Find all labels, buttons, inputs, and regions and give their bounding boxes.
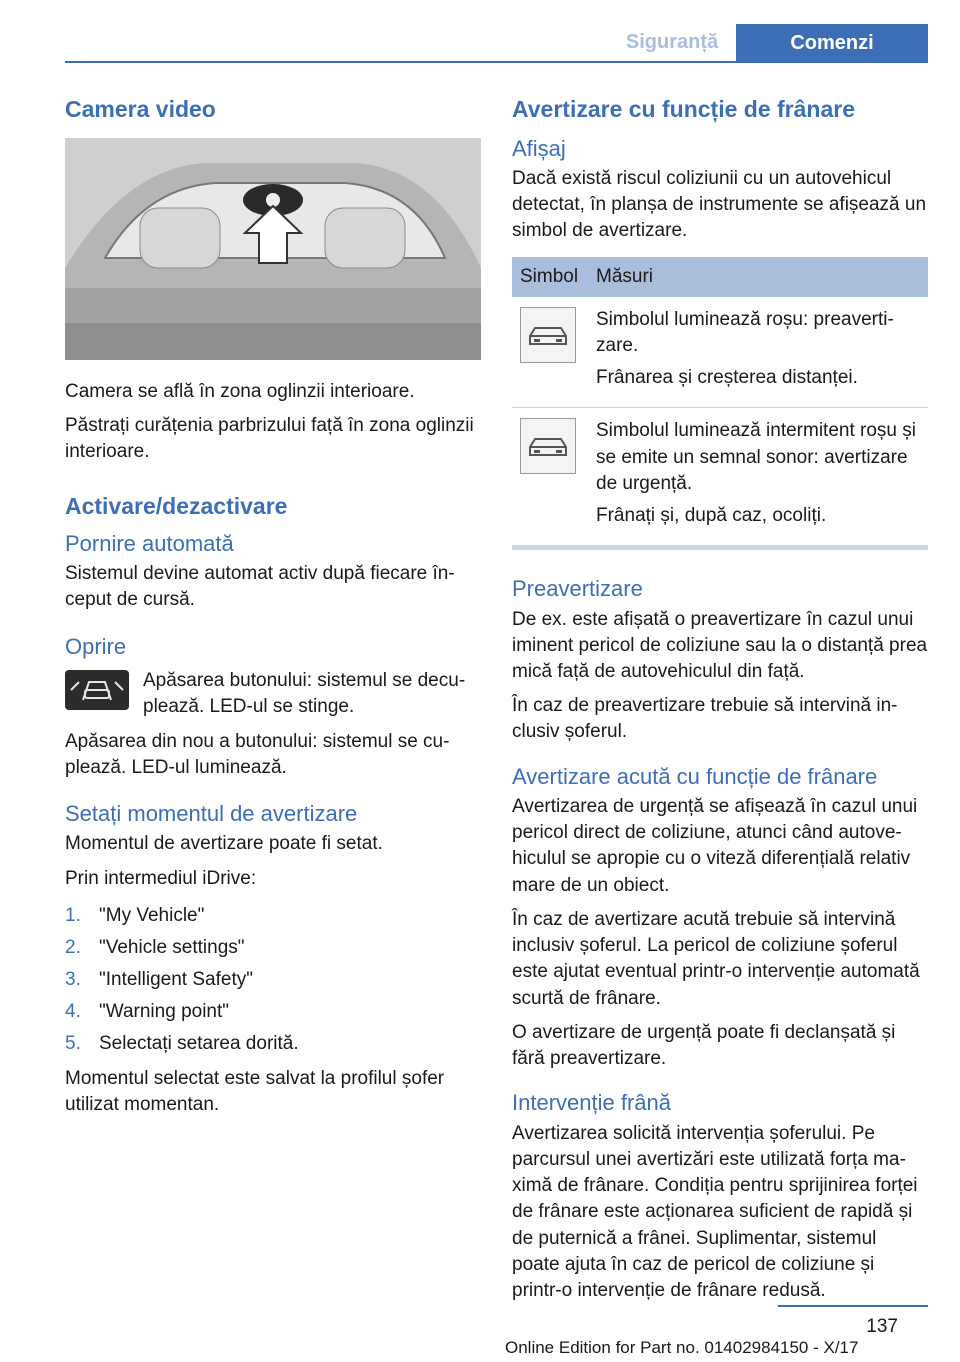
list-item: 3. "Intelligent Safety" [65, 968, 253, 990]
brake-intervention-text: Avertizarea solicită intervenția șoferului. Pe parcursul unei avertizări este utilizată forța maximă de frânare. Condiția pentru sprijinirea forței de frânare este acționarea suficient de rapidă și de puternică a frânei. Suplimentar, sistemul poate ajuta în caz de pericol de coliziune și printr-o intervenție de frânare redusă. [512, 1122, 918, 1301]
display-text: Dacă există riscul coliziunii cu un autovehicul detectat, în planșa de instrumente se afișează un simbol de avertizare. [512, 167, 927, 242]
header-divider [65, 61, 928, 63]
stop-title: Oprire [65, 633, 127, 659]
camera-text-1: Camera se află în zona oglinzii interioare. [65, 380, 415, 402]
warning-point-title: Setați momentul de avertizare [65, 800, 358, 826]
pre-warning-title: Preavertizare [512, 576, 643, 602]
col-measures: Măsuri [588, 257, 928, 297]
brake-intervention-title: Intervenție frână [512, 1090, 671, 1116]
tab-siguranta[interactable]: Siguranță [625, 31, 719, 53]
car-warning-icon [520, 418, 576, 474]
acute-warning-text-3: O avertizare de urgență poate fi declanșată și fără preavertizare. [512, 1021, 896, 1070]
pre-warning-text-1: De ex. este afișată o preavertizare în cazul unui iminent pericol de coliziune sau la o distanță prea mică față de autovehiculul din față. [512, 608, 928, 682]
pre-warning-text-2: În caz de preavertizare trebuie să intervină inclusiv șoferul. [512, 695, 898, 743]
camera-photo [65, 138, 481, 360]
driving-assist-button-icon [65, 670, 129, 710]
stop-text-2: Apăsarea din nou a butonului: sistemul se cuplează. LED-ul luminează. [65, 730, 450, 778]
camera-title: Camera video [65, 96, 216, 122]
row2-text-1: Simbolul luminează intermitent roșu și se emite un semnal sonor: avertizare de urgență. [596, 420, 916, 494]
edition-footer: Online Edition for Part no. 01402984150 - X/17 [505, 1338, 859, 1357]
warning-point-text-3: Momentul selectat este salvat la profilul șofer utilizat momentan. [65, 1067, 445, 1115]
list-item: 4. "Warning point" [65, 1000, 230, 1022]
activation-title: Activare/dezactivare [65, 493, 288, 520]
list-item: 5. Selectați setarea dorită. [65, 1032, 299, 1054]
acute-warning-text-1: Avertizarea de urgență se afișează în cazul unui pericol direct de coliziune, atunci când autovehiculul se apropie cu o viteză diferențială relativ mare de un obiect. [512, 796, 918, 896]
row1-text-2: Frânarea și creșterea distanței. [596, 367, 858, 389]
tab-comenzi[interactable]: Comenzi [736, 24, 928, 62]
footer-divider [778, 1305, 928, 1307]
col-symbol: Simbol [512, 257, 588, 297]
stop-text-1: Apăsarea butonului: sistemul se decuplează. LED-ul se stinge. [143, 670, 466, 718]
car-warning-icon [520, 307, 576, 363]
row1-text-1: Simbolul luminează roșu: preavertizare. [596, 308, 894, 356]
list-item: 1. "My Vehicle" [65, 904, 205, 926]
table-row [512, 297, 928, 408]
stop-button-row [65, 668, 481, 720]
warning-point-text-2: Prin intermediul iDrive: [65, 867, 257, 889]
page-number: 137 [866, 1316, 898, 1337]
row2-text-2: Frânați și, după caz, ocoliți. [596, 504, 827, 526]
camera-text-2: Păstrați curățenia parbrizului față în zona oglinzii interioare. [65, 414, 474, 463]
auto-start-title: Pornire automată [65, 530, 234, 556]
list-item: 2. "Vehicle settings" [65, 936, 245, 958]
display-title: Afișaj [512, 135, 566, 161]
idrive-steps [65, 900, 481, 1060]
brake-warning-title: Avertizare cu funcție de frânare [512, 96, 855, 122]
warning-point-text-1: Momentul de avertizare poate fi setat. [65, 833, 383, 855]
table-header [512, 257, 928, 297]
symbol-table [512, 257, 928, 551]
acute-warning-title: Avertizare acută cu funcție de frânare [512, 763, 878, 789]
left-column [65, 96, 481, 1126]
right-column [512, 96, 928, 1312]
auto-start-text: Sistemul devine automat activ după fiecare început de cursă. [65, 563, 455, 611]
acute-warning-text-2: În caz de avertizare acută trebuie să intervină inclusiv șoferul. La pericol de coliziune șoferul este ajutat eventual printr-o intervenție automată scurtă de frânare. [512, 908, 920, 1009]
table-row [512, 408, 928, 548]
